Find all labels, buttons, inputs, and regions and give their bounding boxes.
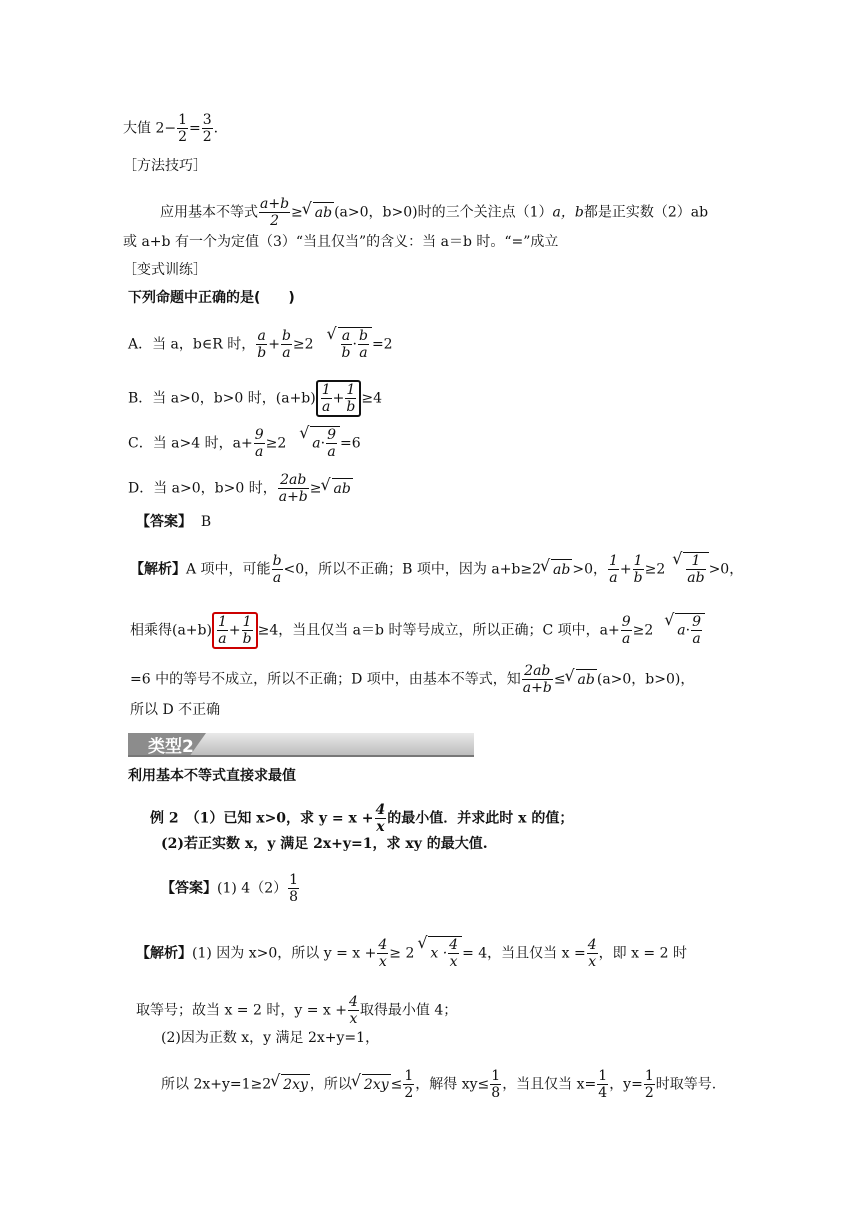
text: 取等号；故当 x = 2 时，y = x + xyxy=(136,1002,347,1019)
den: b xyxy=(341,345,351,361)
option-d xyxy=(128,472,353,505)
num: 1 xyxy=(491,1068,501,1084)
text: <0，所以不正确；B 项中，因为 a+b≥2 xyxy=(283,561,542,578)
text: = 4，当且仅当 x = xyxy=(462,945,586,962)
fraction xyxy=(272,553,283,586)
text: 例 2 （1）已知 x>0，求 y = x + xyxy=(150,810,374,827)
num: 9 xyxy=(692,614,701,630)
fraction xyxy=(217,614,228,647)
den: a xyxy=(327,444,336,460)
den: x xyxy=(588,954,597,970)
text: · xyxy=(320,435,326,452)
analysis-2-line-4 xyxy=(161,1068,716,1101)
den: a xyxy=(282,345,291,361)
den: 2 xyxy=(270,213,279,229)
fraction xyxy=(448,937,459,970)
fraction xyxy=(587,937,598,970)
fraction xyxy=(358,328,369,361)
den: a+b xyxy=(522,680,552,696)
den: a xyxy=(272,570,282,586)
text: ≤ xyxy=(553,671,566,688)
text: ≥2 xyxy=(265,435,287,452)
num: 1 xyxy=(346,382,356,398)
text: A 项中，可能 xyxy=(186,561,271,578)
den: 2 xyxy=(202,129,212,145)
text: D．当 a>0，b>0 时， xyxy=(128,480,277,497)
answer-value: (1) 4（2） xyxy=(217,880,288,897)
bracket xyxy=(212,612,258,649)
variant-heading: ［变式训练］ xyxy=(123,262,207,278)
den: 8 xyxy=(289,889,299,905)
fraction xyxy=(278,472,309,505)
num: 9 xyxy=(621,614,631,630)
text: ≥4 xyxy=(361,390,383,407)
section-banner xyxy=(128,733,474,757)
analysis-2-line-2 xyxy=(136,994,457,1027)
num: 1 xyxy=(289,872,299,888)
answer-2 xyxy=(161,872,300,905)
text: A．当 a，b∈R 时， xyxy=(128,336,256,353)
den: 2 xyxy=(178,129,188,145)
section-title: 利用基本不等式直接求最值 xyxy=(128,768,296,784)
sqrt: √ ab xyxy=(551,559,572,580)
text: (a>0，b>0)， xyxy=(596,671,695,688)
text: a，b xyxy=(552,204,584,221)
text: (a>0，b>0)时的三个关注点（1） xyxy=(334,204,553,221)
text: ≥4，当且仅当 a＝b 时等号成立，所以正确；C 项中，a+ xyxy=(257,622,620,639)
sqrt xyxy=(683,552,708,586)
den: a xyxy=(621,631,631,647)
num: 4 xyxy=(449,937,459,953)
fraction xyxy=(321,382,332,415)
fraction xyxy=(644,1068,655,1101)
text: ，y= xyxy=(609,1076,643,1093)
text: a xyxy=(312,435,321,452)
text: + xyxy=(268,336,280,353)
num: 2ab xyxy=(522,663,553,680)
sqrt xyxy=(675,613,705,647)
num: 1 xyxy=(633,553,643,569)
analysis-1-line-4: 所以 D 不正确 xyxy=(130,702,221,718)
num: 9 xyxy=(327,427,336,443)
den: 2 xyxy=(644,1085,654,1101)
analysis-label: 【解析】 xyxy=(130,561,186,578)
fraction xyxy=(326,427,337,460)
option-b xyxy=(128,380,382,417)
text: 都是正实数（2）ab xyxy=(583,204,709,221)
text: + xyxy=(228,622,241,639)
text: · xyxy=(685,622,691,639)
text: 相乘得(a+b) xyxy=(130,622,212,639)
text: =6 中的等号不成立，所以不正确；D 项中，由基本不等式，知 xyxy=(130,671,521,688)
num: 1 xyxy=(644,1068,654,1084)
den: a xyxy=(254,444,264,460)
sqrt: √ ab xyxy=(576,669,597,690)
num: 1 xyxy=(242,614,252,630)
method-heading: ［方法技巧］ xyxy=(123,158,207,174)
fraction xyxy=(403,1068,414,1101)
example-2-line-2: (2)若正实数 x，y 满足 2x+y=1，求 xy 的最大值. xyxy=(161,836,488,852)
text: C．当 a>4 时，a+ xyxy=(128,435,253,452)
answer-value: B xyxy=(200,514,212,530)
text: ≥ 2 xyxy=(389,945,415,962)
text: =6 xyxy=(339,435,361,452)
analysis-1-line-3 xyxy=(130,663,694,696)
num: 4 xyxy=(348,994,358,1010)
fraction xyxy=(691,614,702,647)
option-c xyxy=(128,426,361,460)
num: a xyxy=(257,328,266,344)
fraction xyxy=(608,553,619,586)
den: x xyxy=(376,819,385,835)
fraction xyxy=(633,553,644,586)
den: a xyxy=(692,631,701,647)
num: b xyxy=(281,328,291,344)
text: + xyxy=(619,561,632,578)
den: a xyxy=(218,631,227,647)
fraction xyxy=(348,994,359,1027)
fraction xyxy=(597,1068,608,1101)
fraction xyxy=(256,328,267,361)
sqrt: √ ab xyxy=(313,202,334,223)
num: b xyxy=(272,553,282,569)
num: 1 xyxy=(178,112,188,128)
num: √ a xyxy=(341,328,351,344)
text: ≤ xyxy=(390,1076,403,1093)
den: x xyxy=(378,954,387,970)
den: b xyxy=(633,570,643,586)
fraction xyxy=(242,614,253,647)
den: ab xyxy=(687,570,705,586)
text: >0， xyxy=(572,561,607,578)
den: a+b xyxy=(278,489,308,505)
den: a xyxy=(609,570,618,586)
den: b xyxy=(242,631,252,647)
text: 大值 2− xyxy=(123,120,177,137)
text: ，当且仅当 x= xyxy=(502,1076,597,1093)
num: a+b xyxy=(260,196,290,212)
text: x · xyxy=(430,945,448,962)
text: >0， xyxy=(708,561,744,578)
fraction xyxy=(377,937,388,970)
num: 4 xyxy=(375,802,386,818)
den: x xyxy=(449,954,458,970)
carryover-line xyxy=(123,112,218,145)
fraction xyxy=(288,872,299,905)
analysis-1-line-2 xyxy=(130,612,705,649)
fraction xyxy=(490,1068,501,1101)
num: 9 xyxy=(254,427,264,443)
text: ，解得 xy≤ xyxy=(415,1076,490,1093)
text: 时取等号. xyxy=(655,1076,717,1093)
num: b xyxy=(358,328,368,344)
den: a xyxy=(322,399,331,415)
method-line-2: 或 a+b 有一个为定值（3）“当且仅当”的含义：当 a＝b 时。“=”成立 xyxy=(123,234,559,250)
den: a xyxy=(359,345,368,361)
text: 应用基本不等式 xyxy=(160,204,258,221)
num: 4 xyxy=(378,937,388,953)
den: 2 xyxy=(404,1085,414,1101)
text: 的最小值．并求此时 x 的值； xyxy=(387,810,574,827)
den: 8 xyxy=(491,1085,501,1101)
sqrt: √ ab xyxy=(332,478,353,499)
text: . xyxy=(213,120,219,137)
num: 1 xyxy=(609,553,618,569)
example-2-line-1 xyxy=(150,802,573,835)
text: ，即 x = 2 时 xyxy=(598,945,687,962)
fraction xyxy=(686,553,705,586)
text: + xyxy=(332,390,345,407)
section-tag: 类型2 xyxy=(148,737,194,757)
fraction xyxy=(202,112,213,145)
num: √ 1 xyxy=(686,553,705,570)
num: 1 xyxy=(321,382,331,398)
answer-label: 【答案】 xyxy=(136,514,192,530)
fraction xyxy=(254,427,265,460)
den: 4 xyxy=(598,1085,608,1101)
text: 所以 2x+y=1≥2 xyxy=(161,1076,272,1093)
text: ≥2 xyxy=(644,561,666,578)
sqrt xyxy=(428,936,462,970)
text: a xyxy=(677,622,686,639)
sqrt: √ 2xy xyxy=(281,1074,310,1095)
fraction xyxy=(375,802,387,835)
num: 3 xyxy=(202,112,212,128)
analysis-2-line-3: (2)因为正数 x，y 满足 2x+y=1， xyxy=(161,1030,380,1046)
fraction xyxy=(522,663,553,696)
fraction xyxy=(281,328,292,361)
num: 2ab xyxy=(278,472,309,489)
text: ，所以 xyxy=(309,1076,352,1093)
text: ≥2 xyxy=(292,336,314,353)
fraction xyxy=(341,328,352,361)
method-line-1 xyxy=(160,196,708,229)
text: (1) 因为 x>0，所以 y = x + xyxy=(192,945,377,962)
fraction xyxy=(177,112,188,145)
den: b xyxy=(257,345,267,361)
num: 1 xyxy=(404,1068,414,1084)
text: =2 xyxy=(371,336,393,353)
analysis-1-line-1 xyxy=(130,552,743,586)
fraction xyxy=(345,382,356,415)
fraction xyxy=(259,196,290,229)
answer-label: 【答案】 xyxy=(161,880,217,897)
text: · xyxy=(352,336,357,353)
text: ≥2 xyxy=(632,622,654,639)
fraction xyxy=(621,614,632,647)
sqrt: √ 2xy xyxy=(362,1074,391,1095)
variant-question: 下列命题中正确的是( ) xyxy=(128,290,295,306)
answer-1 xyxy=(136,512,211,532)
text: ≥ xyxy=(291,204,303,221)
analysis-label: 【解析】 xyxy=(136,945,192,962)
text: B．当 a>0，b>0 时，(a+b) xyxy=(128,390,316,407)
text: ≥ xyxy=(309,480,322,497)
analysis-2-line-1 xyxy=(136,936,687,970)
bracket xyxy=(316,380,362,417)
text: 取得最小值 4； xyxy=(359,1002,458,1019)
sqrt xyxy=(338,327,372,361)
option-a xyxy=(128,327,393,361)
num: 4 xyxy=(587,937,597,953)
den: b xyxy=(346,399,356,415)
text: = xyxy=(189,120,201,137)
den: x xyxy=(349,1011,358,1027)
sqrt xyxy=(310,426,340,460)
num: 1 xyxy=(598,1068,608,1084)
num: 1 xyxy=(217,614,227,630)
